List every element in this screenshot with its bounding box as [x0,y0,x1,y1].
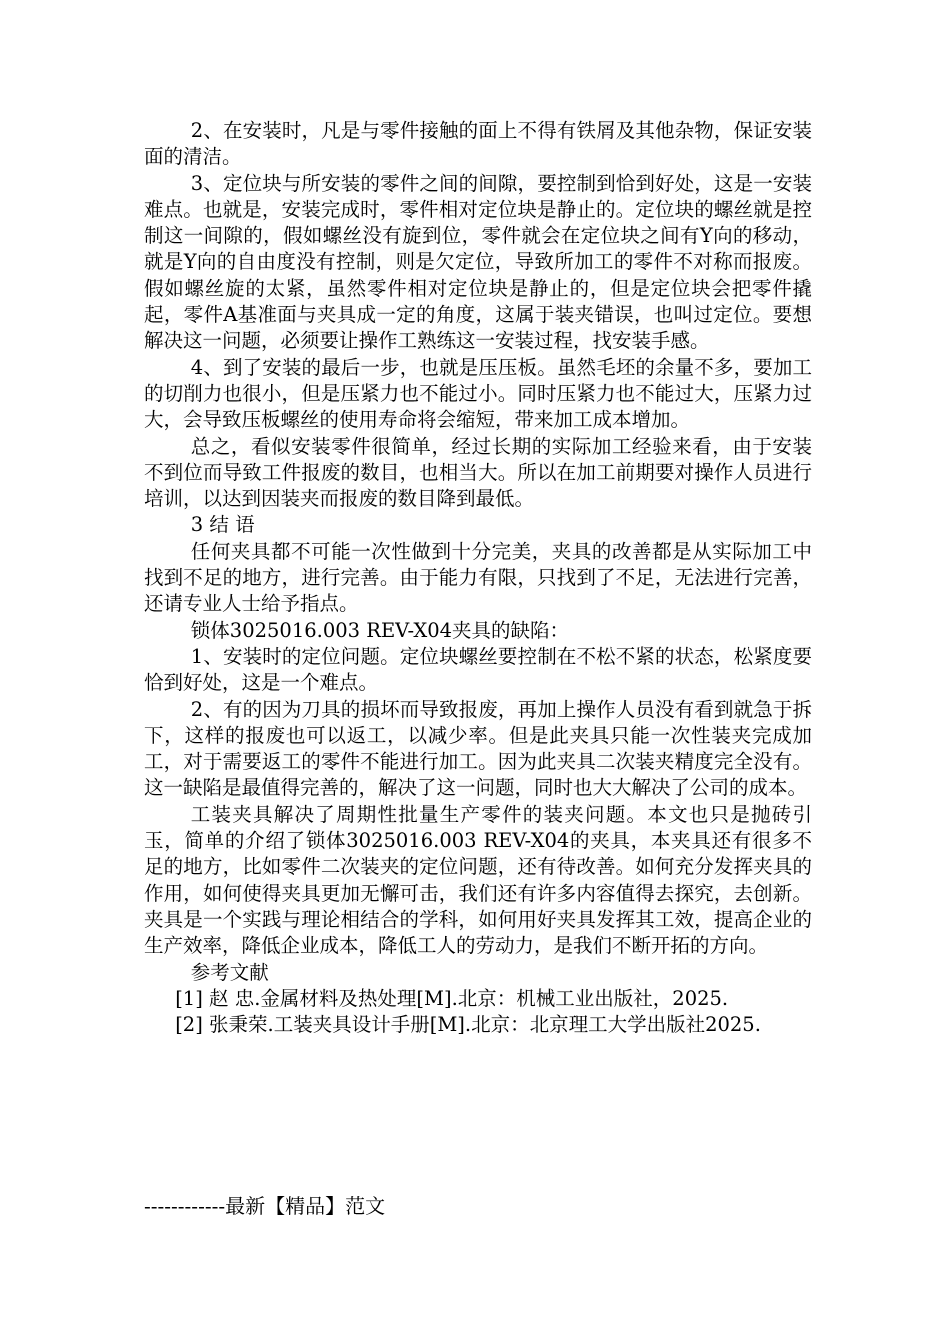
section-heading-conclusion: 3 结 语 [190,513,255,537]
paragraph-defect-2: 2、有的因为刀具的损坏而导致报废，再加上操作人员没有看到就急于拆下，这样的报废也可以返工，以减少率。但是此夹具只能一次性装夹完成加工，对于需要返工的零件不能进行加工。因为此夹具二次装夹精度完全没有。这一缺陷是最值得完善的，解决了这一问题，同时也大大解决了公司的成本。 [144,697,812,800]
paragraph-install-3: 3、定位块与所安装的零件之间的间隙，要控制到恰到好处，这是一安装难点。也就是，安装完成时，零件相对定位块是静止的。定位块的螺丝就是控制这一间隙的，假如螺丝没有旋到位，零件就会在定位块之间有Y向的移动，就是Y向的自由度没有控制，则是欠定位，导致所加工的零件不对称而报废。假如螺丝旋的太紧，虽然零件相对定位块是静止的，但是定位块会把零件撬起，零件A基准面与夹具成一定的角度，这属于装夹错误，也叫过定位。要想解决这一问题，必须要让操作工熟练这一安装过程，找安装手感。 [144,171,812,353]
references-heading: 参考文献 [190,960,269,984]
paragraph-defect-1: 1、安装时的定位问题。定位块螺丝要控制在不松不紧的状态，松紧度要恰到好处，这是一个难点。 [144,644,812,695]
reference-item-2: [2] 张秉荣.工装夹具设计手册[M].北京：北京理工大学出版社2025. [175,1013,761,1037]
paragraph-conclusion: 任何夹具都不可能一次性做到十分完美，夹具的改善都是从实际加工中找到不足的地方，进行完善。由于能力有限，只找到了不足，无法进行完善，还请专业人士给予指点。 [144,539,812,616]
paragraph-install-4: 4、到了安装的最后一步，也就是压压板。虽然毛坯的余量不多，要加工的切削力也很小，但是压紧力也不能过小。同时压紧力也不能过大，压紧力过大，会导致压板螺丝的使用寿命将会缩短，带来加工成本增加。 [144,355,812,432]
paragraph-install-2: 2、在安装时，凡是与零件接触的面上不得有铁屑及其他杂物，保证安装面的清洁。 [144,119,812,169]
document-body [144,118,812,1038]
paragraph-defects-heading: 锁体3025016.003 REV-X04夹具的缺陷： [190,618,570,642]
paragraph-closing: 工装夹具解决了周期性批量生产零件的装夹问题。本文也只是抛砖引玉，简单的介绍了锁体3025016.003 REV-X04的夹具，本夹具还有很多不足的地方，比如零件二次装夹的定位问题，还有待改善。如何充分发挥夹具的作用，如何使得夹具更加无懈可击，我们还有许多内容值得去探究，去创新。夹具是一个实践与理论相结合的学科，如何用好夹具发挥其工效，提高企业的生产效率，降低企业成本，降低工人的劳动力，是我们不断开拓的方向。 [144,802,812,958]
reference-item-1: [1] 赵 忠.金属材料及热处理[M].北京：机械工业出版社，2025. [175,986,729,1010]
page-footer: ------------最新【精品】范文 [144,1194,386,1218]
paragraph-summary: 总之，看似安装零件很简单，经过长期的实际加工经验来看，由于安装不到位而导致工件报废的数目，也相当大。所以在加工前期要对操作人员进行培训，以达到因装夹而报废的数目降到最低。 [144,434,812,511]
